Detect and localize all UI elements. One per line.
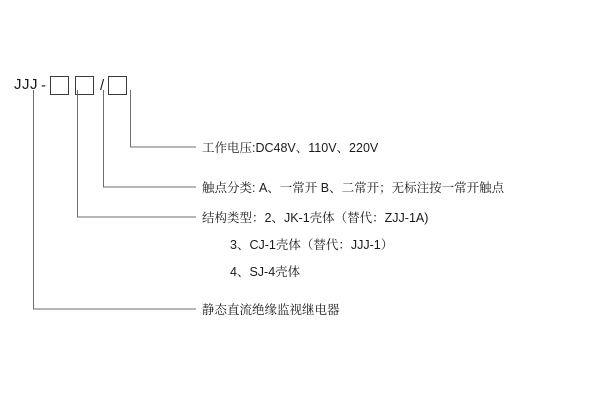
model-dash: -: [41, 76, 46, 94]
annotation-contact-type: 触点分类: A、一常开 B、二常开；无标注按一常开触点: [202, 181, 505, 195]
annotation-structure-type-line3: 4、SJ-4壳体: [230, 265, 301, 279]
annotation-product-name: 静态直流绝缘监视继电器: [202, 303, 340, 317]
annotation-working-voltage: 工作电压:DC48V、110V、220V: [202, 141, 379, 155]
model-prefix: JJJ: [14, 76, 38, 93]
model-slash: /: [100, 76, 105, 94]
annotation-structure-type-line2: 3、CJ-1壳体（替代：JJJ-1）: [230, 238, 394, 252]
annotation-structure-type: 结构类型：2、JK-1壳体（替代：ZJJ-1A): [202, 211, 429, 225]
